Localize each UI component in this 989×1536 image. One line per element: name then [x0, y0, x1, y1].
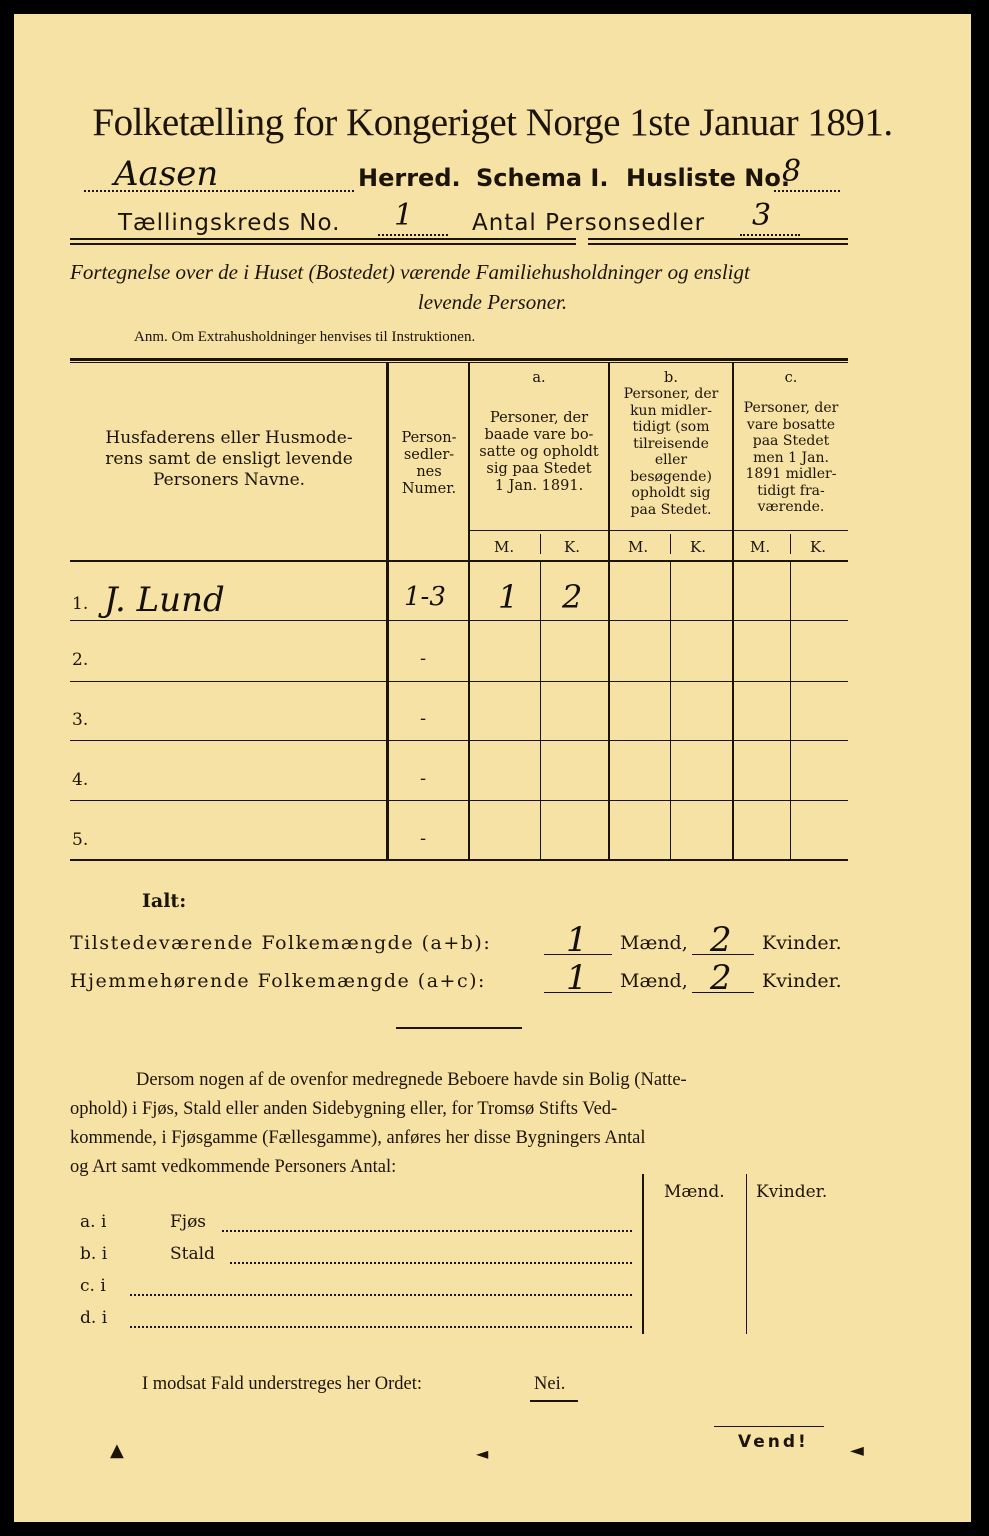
row-2-sedler: - [420, 648, 427, 669]
col-header-b-l7: opholdt sig [631, 485, 711, 501]
col-header-c-l4: men 1 Jan. [753, 449, 829, 466]
a-k-label: K. [564, 538, 580, 556]
hjemme-maend: Mænd, [620, 970, 688, 992]
row-separator-2 [70, 681, 848, 682]
building-d-dots [130, 1326, 632, 1328]
herred-value: Aasen [114, 154, 219, 194]
col-header-names-l3: Personers Navne. [152, 470, 306, 490]
col-header-a-l2: baade vare bo- [484, 427, 594, 443]
vend-rule [714, 1426, 824, 1427]
nei-word: Nei. [534, 1374, 566, 1394]
header-rule-right-2 [588, 243, 848, 245]
building-b-letter: b. i [80, 1244, 108, 1264]
buildings-kvinder-header: Kvinder. [756, 1182, 828, 1202]
building-a-letter: a. i [80, 1212, 107, 1232]
buildings-col-line-1 [642, 1174, 644, 1334]
vend-label: Vend! [738, 1432, 809, 1452]
husliste-value: 8 [782, 154, 802, 189]
kreds-value: 1 [394, 198, 414, 233]
col-header-b-l2: kun midler- [630, 402, 712, 419]
table-top-rule [70, 358, 848, 361]
subtitle-line1: Fortegnelse over de i Huset (Bostedet) værende Familiehusholdninger og ensligt [70, 260, 750, 284]
col-divider-c-mk [790, 560, 791, 860]
mk-header-rule [470, 530, 848, 531]
row-4-number: 4. [72, 770, 89, 790]
mk-tick-a [540, 534, 541, 554]
form-title: Folketælling for Kongeriget Norge 1ste Januar 1891. [92, 101, 893, 144]
kreds-dotted-line [378, 234, 448, 236]
col-header-c-l6: tidigt fra- [757, 482, 825, 499]
col-header-c [734, 400, 848, 516]
row-separator-4 [70, 800, 848, 801]
row-1-sedler: 1-3 [404, 582, 446, 612]
building-b-label: Stald [170, 1244, 215, 1264]
building-c-letter: c. i [80, 1276, 106, 1296]
building-c-dots [130, 1294, 632, 1296]
buildings-para-l4: og Art samt vedkommende Personers Antal: [70, 1157, 397, 1177]
row-1-name: J. Lund [104, 580, 225, 620]
col-divider-b-mk [670, 560, 671, 860]
col-header-number-l4: Numer. [401, 481, 457, 497]
col-header-b-l4: tilreisende [633, 435, 709, 452]
tilstede-k-value: 2 [710, 920, 732, 960]
row-1-a-m: 1 [498, 578, 519, 616]
col-header-b-letter: b. [664, 370, 678, 386]
c-k-label: K. [810, 538, 826, 556]
c-m-label: M. [750, 538, 771, 556]
col-divider-1 [386, 362, 389, 860]
husliste-label: Husliste No. [626, 164, 790, 192]
row-4-sedler: - [420, 768, 427, 789]
building-a-dots [222, 1230, 632, 1232]
row-separator-1 [70, 620, 848, 621]
buildings-para-l1: Dersom nogen af de ovenfor medregnede Beboere havde sin Bolig (Natte- [136, 1070, 687, 1090]
col-header-c-letter: c. [784, 370, 798, 386]
antal-value: 3 [752, 198, 772, 233]
buildings-para-l3: kommende, i Fjøsgamme (Fællesgamme), anføres her disse Bygningers Antal [70, 1128, 646, 1148]
col-header-c-l2: vare bosatte [746, 416, 836, 433]
col-header-b-l1: Personer, der [623, 386, 719, 402]
row-1-number: 1. [72, 594, 89, 614]
subtitle-line2: levende Personer. [417, 290, 568, 314]
row-1-a-k: 2 [562, 578, 583, 616]
row-3-sedler: - [420, 708, 427, 729]
col-header-a-l1: Personer, der [489, 410, 589, 426]
col-header-a-l3: satte og opholdt [479, 444, 599, 460]
antal-label: Antal Personsedler [472, 210, 706, 236]
col-header-number-l1: Person- [401, 430, 457, 446]
col-header-b [610, 386, 732, 518]
tilstede-label: Tilstedeværende Folkemængde (a+b): [70, 932, 492, 954]
a-m-label: M. [494, 538, 515, 556]
buildings-maend-header: Mænd. [664, 1182, 725, 1202]
nei-underline [530, 1400, 578, 1402]
hjemme-kvinder: Kvinder. [762, 970, 842, 992]
schema-label: Schema I. [476, 164, 609, 192]
col-header-c-l5: 1891 midler- [745, 466, 837, 482]
col-header-b-l6: besøgende) [630, 468, 712, 485]
row-3-number: 3. [72, 710, 89, 730]
col-header-names [74, 428, 384, 491]
col-header-names-l1: Husfaderens eller Husmode- [105, 428, 353, 448]
anm-note: Anm. Om Extrahusholdninger henvises til Instruktionen. [134, 329, 476, 345]
b-m-label: M. [628, 538, 649, 556]
hjemme-m-value: 1 [566, 958, 588, 998]
buildings-para-l2: ophold) i Fjøs, Stald eller anden Sidebygning eller, for Tromsø Stifts Ved- [70, 1099, 618, 1119]
col-header-c-l3: paa Stedet [752, 433, 830, 449]
col-header-a [470, 410, 608, 495]
ialt-label: Ialt: [142, 890, 187, 912]
tilstede-maend: Mænd, [620, 932, 688, 954]
header-rule-right [588, 238, 848, 240]
col-header-names-l2: rens samt de ensligt levende [105, 449, 353, 469]
husliste-dotted-line [774, 190, 840, 192]
corner-mark-center-icon: ◄ [476, 1444, 489, 1463]
row-separator-3 [70, 740, 848, 741]
col-header-b-l5: eller [654, 452, 688, 468]
building-a-label: Fjøs [170, 1212, 207, 1232]
herred-label: Herred. [358, 164, 461, 192]
tilstede-kvinder: Kvinder. [762, 932, 842, 954]
buildings-paragraph [70, 1066, 860, 1182]
col-header-c-l1: Personer, der [743, 400, 839, 416]
col-header-number-l3: nes [416, 464, 442, 480]
corner-mark-right-icon: ◄ [850, 1440, 864, 1461]
row-5-sedler: - [420, 828, 427, 849]
col-header-a-letter: a. [532, 370, 546, 386]
kreds-label: Tællingskreds No. [118, 210, 341, 236]
mk-tick-b [670, 534, 671, 554]
hjemme-k-value: 2 [710, 958, 732, 998]
col-header-number [390, 430, 468, 498]
header-rule-left-2 [70, 243, 576, 245]
col-header-number-l2: sedler- [403, 447, 455, 463]
section-divider [396, 1027, 522, 1029]
hjemme-label: Hjemmehørende Folkemængde (a+c): [70, 970, 486, 992]
modsat-text: I modsat Fald understreges her Ordet: [142, 1374, 422, 1394]
building-d-letter: d. i [80, 1308, 108, 1328]
b-k-label: K. [690, 538, 706, 556]
col-header-a-l4: sig paa Stedet [486, 461, 592, 477]
buildings-col-line-2 [746, 1174, 747, 1334]
col-divider-a-mk [540, 560, 541, 860]
row-5-number: 5. [72, 830, 89, 850]
tilstede-m-value: 1 [566, 920, 588, 960]
building-b-dots [230, 1262, 632, 1264]
header-rule-left [70, 238, 576, 240]
corner-mark-left-icon: ▲ [110, 1440, 124, 1461]
col-header-a-l5: 1 Jan. 1891. [494, 478, 584, 494]
row-2-number: 2. [72, 650, 89, 670]
mk-tick-c [790, 534, 791, 554]
col-header-b-l3: tidigt (som [632, 419, 710, 435]
antal-dotted-line [740, 234, 800, 236]
col-header-b-l8: paa Stedet. [630, 501, 712, 518]
census-form-page [14, 14, 971, 1522]
col-header-c-l7: værende. [757, 499, 825, 515]
